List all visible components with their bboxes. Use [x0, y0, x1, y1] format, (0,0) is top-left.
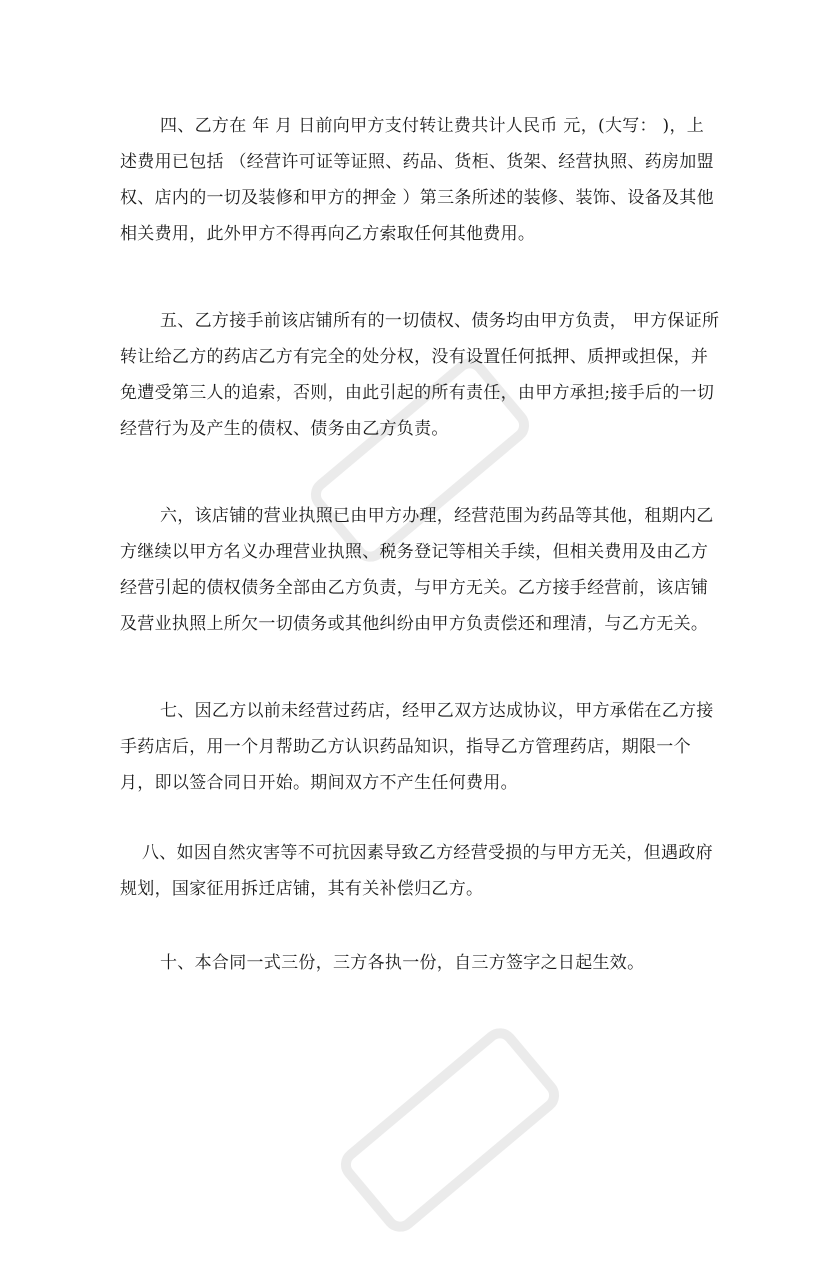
- text-line: 及营业执照上所欠一切债务或其他纠纷由甲方负责偿还和理清，与乙方无关。: [120, 614, 709, 634]
- text-line: 十、本合同一式三份，三方各执一份，自三方签字之日起生效。: [160, 953, 645, 973]
- text-line: 规划，国家征用拆迁店铺，其有关补偿归乙方。: [120, 879, 484, 899]
- text-line: 五、乙方接手前该店铺所有的一切债权、债务均由甲方负责， 甲方保证所: [160, 311, 720, 331]
- text-line: 权、店内的一切及装修和甲方的押金 ）第三条所述的装修、装饰、设备及其他: [120, 188, 714, 208]
- text-line: 经营行为及产生的债权、债务由乙方负责。: [120, 419, 449, 439]
- text-line: 方继续以甲方名义办理营业执照、税务登记等相关手续，但相关费用及由乙方: [120, 542, 709, 562]
- text-line: 八、如因自然灾害等不可抗因素导致乙方经营受损的与甲方无关，但遇政府: [142, 843, 713, 863]
- text-line: 相关费用，此外甲方不得再向乙方索取任何其他费用。: [120, 224, 536, 244]
- text-line: 手药店后，用一个月帮助乙方认识药品知识，指导乙方管理药店，期限一个: [120, 737, 691, 757]
- text-line: 月，即以签合同日开始。期间双方不产生任何费用。: [120, 773, 518, 793]
- clause-7-paragraph: [120, 693, 714, 801]
- text-line: 七、因乙方以前未经营过药店，经甲乙双方达成协议，甲方承偌在乙方接: [160, 701, 714, 721]
- clause-6-paragraph: [120, 498, 714, 642]
- text-line: 四、乙方在 年 月 日前向甲方支付转让费共计人民币 元，(大写： )，上: [160, 116, 705, 136]
- text-line: 转让给乙方的药店乙方有完全的处分权，没有设置任何抵押、质押或担保，并: [120, 347, 709, 367]
- clause-5-paragraph: [120, 303, 720, 447]
- text-line: 经营引起的债权债务全部由乙方负责，与甲方无关。乙方接手经营前，该店铺: [120, 578, 709, 598]
- clause-10-paragraph: [120, 945, 710, 981]
- clause-4-paragraph: [120, 108, 714, 252]
- text-line: 述费用已包括 （经营许可证等证照、药品、货柜、货架、经营执照、药房加盟: [120, 152, 714, 172]
- watermark-logo: [305, 993, 594, 1267]
- text-line: 免遭受第三人的追索，否则，由此引起的所有责任，由甲方承担;接手后的一切: [120, 383, 715, 403]
- text-line: 六，该店铺的营业执照已由甲方办理，经营范围为药品等其他，租期内乙: [160, 506, 714, 526]
- clause-8-paragraph: [120, 835, 713, 907]
